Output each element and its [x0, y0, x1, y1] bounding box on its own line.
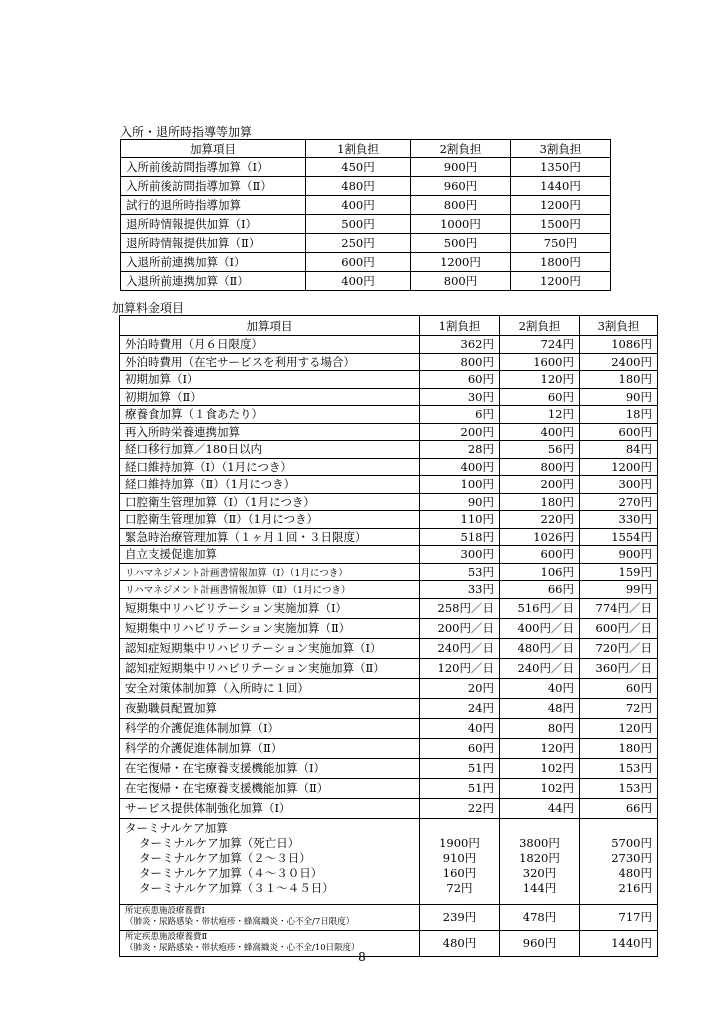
row-2wari: 120円 — [500, 738, 580, 758]
table-row — [121, 272, 611, 291]
section1-title: 入所・退所時指導等加算 — [120, 125, 253, 139]
table-row — [121, 158, 611, 177]
row-2wari: 800円 — [411, 272, 511, 291]
table-row — [120, 423, 658, 441]
row-item-name: 再入所時栄養連携加算 — [120, 423, 420, 441]
row-item-name: 試行的退所時指導加算 — [121, 196, 306, 215]
table-row — [120, 778, 658, 798]
row-3wari: 153円 — [580, 778, 658, 798]
table-row — [120, 798, 658, 818]
row-2wari: 44円 — [500, 798, 580, 818]
row-3wari: 600円／日 — [580, 618, 658, 638]
row-2wari: 48円 — [500, 698, 580, 718]
disease-care-note: （肺炎・尿路感染・帯状疱疹・蜂窩織炎・心不全/10日限度） — [125, 943, 360, 953]
row-item-name: 科学的介護促進体制加算（Ⅱ） — [120, 738, 420, 758]
row-item-name: 口腔衛生管理加算（Ⅰ）（1月につき） — [120, 493, 420, 511]
row-3wari: 72円 — [580, 698, 658, 718]
row-item-name: 経口維持加算（Ⅱ）（1月につき） — [120, 476, 420, 494]
additional-fees-table — [119, 315, 658, 957]
row-2wari: 180円 — [500, 493, 580, 511]
disease-care-name: 所定疾患施設療養費Ⅰ — [125, 906, 205, 916]
row-1wari: 110円 — [420, 511, 500, 529]
terminal-care-value: 2730円 — [611, 850, 652, 865]
row-3wari: 180円 — [580, 371, 658, 389]
table-row — [120, 678, 658, 698]
row-2wari: 600円 — [500, 546, 580, 564]
row-1wari: 60円 — [420, 371, 500, 389]
row-3wari: 1350円 — [511, 158, 611, 177]
row-3wari: 900円 — [580, 546, 658, 564]
row-item-name: 外泊時費用（月６日限度） — [120, 336, 420, 354]
row-3wari: 66円 — [580, 798, 658, 818]
row-item-name: 経口維持加算（Ⅰ）（1月につき） — [120, 458, 420, 476]
terminal-care-3wari — [580, 818, 658, 904]
row-1wari: 240円／日 — [420, 638, 500, 658]
row-2wari: 40円 — [500, 678, 580, 698]
row-3wari: 360円／日 — [580, 658, 658, 678]
row-1wari: 600円 — [306, 253, 411, 272]
row-item-name: 入退所前連携加算（Ⅰ） — [121, 253, 306, 272]
row-1wari: 60円 — [420, 738, 500, 758]
disease-care-note: （肺炎・尿路感染・帯状疱疹・蜂窩織炎・心不全/7日限度） — [125, 917, 355, 927]
terminal-care-heading: ターミナルケア加算 — [125, 820, 228, 835]
disease-care-3wari: 1440円 — [580, 930, 658, 956]
table-row — [120, 738, 658, 758]
row-1wari: 258円／日 — [420, 598, 500, 618]
row-2wari: 240円／日 — [500, 658, 580, 678]
row-item-name: 在宅復帰・在宅療養支援機能加算（Ⅰ） — [120, 758, 420, 778]
terminal-care-2wari — [500, 818, 580, 904]
row-3wari: 1440円 — [511, 177, 611, 196]
header-2wari: 2割負担 — [411, 140, 511, 158]
row-1wari: 120円／日 — [420, 658, 500, 678]
table-row — [120, 511, 658, 529]
page-number: 8 — [358, 950, 366, 964]
row-1wari: 800円 — [420, 353, 500, 371]
row-item-name: リハマネジメント計画書情報加算（Ⅰ）（1月につき） — [120, 563, 420, 581]
row-1wari: 24円 — [420, 698, 500, 718]
table-row — [120, 476, 658, 494]
row-2wari: 1026円 — [500, 528, 580, 546]
row-1wari: 362円 — [420, 336, 500, 354]
table-row — [120, 598, 658, 618]
row-item-name: 初期加算（Ⅱ） — [120, 388, 420, 406]
table-row — [120, 371, 658, 389]
row-3wari: 1554円 — [580, 528, 658, 546]
terminal-care-value: 910円 — [442, 850, 477, 865]
row-3wari: 18円 — [580, 406, 658, 424]
disease-care-2wari: 478円 — [500, 904, 580, 930]
row-1wari: 400円 — [306, 196, 411, 215]
disease-care-row — [120, 904, 658, 930]
table-header-row — [120, 316, 658, 336]
table-row — [120, 563, 658, 581]
row-1wari: 400円 — [420, 458, 500, 476]
row-2wari: 516円／日 — [500, 598, 580, 618]
terminal-care-value: 1820円 — [519, 850, 560, 865]
row-item-name: 入所前後訪問指導加算（Ⅰ） — [121, 158, 306, 177]
terminal-care-value: 320円 — [522, 865, 557, 880]
terminal-care-1wari — [420, 818, 500, 904]
row-item-name: 療養食加算（１食あたり） — [120, 406, 420, 424]
table-row — [120, 638, 658, 658]
row-2wari: 724円 — [500, 336, 580, 354]
table-row — [121, 196, 611, 215]
row-3wari: 120円 — [580, 718, 658, 738]
table-row — [120, 458, 658, 476]
row-item-name: 夜勤職員配置加算 — [120, 698, 420, 718]
row-1wari: 40円 — [420, 718, 500, 738]
row-3wari: 60円 — [580, 678, 658, 698]
header-2wari: 2割負担 — [500, 316, 580, 336]
row-3wari: 2400円 — [580, 353, 658, 371]
row-2wari: 102円 — [500, 758, 580, 778]
row-item-name: 安全対策体制加算（入所時に１回） — [120, 678, 420, 698]
table-header-row — [121, 140, 611, 158]
row-3wari: 84円 — [580, 441, 658, 459]
table-row — [120, 528, 658, 546]
row-1wari: 450円 — [306, 158, 411, 177]
terminal-care-item: ターミナルケア加算（３１～４５日） — [139, 880, 334, 895]
row-1wari: 28円 — [420, 441, 500, 459]
row-2wari: 12円 — [500, 406, 580, 424]
row-2wari: 960円 — [411, 177, 511, 196]
row-1wari: 6円 — [420, 406, 500, 424]
terminal-care-value: 144円 — [522, 880, 557, 895]
disease-care-1wari: 480円 — [420, 930, 500, 956]
row-1wari: 400円 — [306, 272, 411, 291]
table-row — [120, 698, 658, 718]
row-3wari: 1086円 — [580, 336, 658, 354]
row-3wari: 300円 — [580, 476, 658, 494]
table-row — [120, 758, 658, 778]
row-1wari: 200円 — [420, 423, 500, 441]
table-row — [121, 215, 611, 234]
header-item: 加算項目 — [121, 140, 306, 158]
row-2wari: 106円 — [500, 563, 580, 581]
row-item-name: 短期集中リハビリテーション実施加算（Ⅰ） — [120, 598, 420, 618]
disease-care-2wari: 960円 — [500, 930, 580, 956]
row-1wari: 250円 — [306, 234, 411, 253]
row-3wari: 180円 — [580, 738, 658, 758]
row-1wari: 20円 — [420, 678, 500, 698]
row-3wari: 1200円 — [511, 272, 611, 291]
row-2wari: 120円 — [500, 371, 580, 389]
disease-care-1wari: 239円 — [420, 904, 500, 930]
row-item-name: 短期集中リハビリテーション実施加算（Ⅱ） — [120, 618, 420, 638]
terminal-care-item: ターミナルケア加算（死亡日） — [139, 835, 300, 850]
row-3wari: 99円 — [580, 581, 658, 599]
row-3wari: 600円 — [580, 423, 658, 441]
row-1wari: 22円 — [420, 798, 500, 818]
row-item-name: リハマネジメント計画書情報加算（Ⅱ）（1月につき） — [120, 581, 420, 599]
row-1wari: 480円 — [306, 177, 411, 196]
row-1wari: 300円 — [420, 546, 500, 564]
terminal-care-item: ターミナルケア加算（４～３０日） — [139, 865, 323, 880]
row-3wari: 750円 — [511, 234, 611, 253]
header-3wari: 3割負担 — [580, 316, 658, 336]
row-1wari: 51円 — [420, 778, 500, 798]
table-row — [120, 406, 658, 424]
row-1wari: 500円 — [306, 215, 411, 234]
table-row — [120, 336, 658, 354]
row-3wari: 153円 — [580, 758, 658, 778]
table-row — [120, 618, 658, 638]
row-2wari: 60円 — [500, 388, 580, 406]
terminal-care-items — [120, 818, 420, 904]
header-item: 加算項目 — [120, 316, 420, 336]
row-item-name: 退所時情報提供加算（Ⅱ） — [121, 234, 306, 253]
table-row — [120, 546, 658, 564]
header-3wari: 3割負担 — [511, 140, 611, 158]
row-2wari: 56円 — [500, 441, 580, 459]
row-2wari: 900円 — [411, 158, 511, 177]
row-1wari: 90円 — [420, 493, 500, 511]
terminal-care-value: 5700円 — [611, 835, 652, 850]
header-1wari: 1割負担 — [306, 140, 411, 158]
table-row — [121, 177, 611, 196]
row-3wari: 1200円 — [511, 196, 611, 215]
row-item-name: 緊急時治療管理加算（１ヶ月１回・３日限度） — [120, 528, 420, 546]
terminal-care-value: 72円 — [446, 880, 473, 895]
row-item-name: 口腔衛生管理加算（Ⅱ）（1月につき） — [120, 511, 420, 529]
row-2wari: 200円 — [500, 476, 580, 494]
row-3wari: 1500円 — [511, 215, 611, 234]
row-item-name: 経口移行加算／180日以内 — [120, 441, 420, 459]
row-2wari: 66円 — [500, 581, 580, 599]
section2-title: 加算料金項目 — [112, 301, 185, 315]
table-row — [120, 388, 658, 406]
row-1wari: 30円 — [420, 388, 500, 406]
row-1wari: 33円 — [420, 581, 500, 599]
row-item-name: 認知症短期集中リハビリテーション実施加算（Ⅱ） — [120, 658, 420, 678]
terminal-care-value: 1900円 — [439, 835, 480, 850]
row-2wari: 800円 — [500, 458, 580, 476]
disease-care-3wari: 717円 — [580, 904, 658, 930]
row-2wari: 800円 — [411, 196, 511, 215]
row-2wari: 1000円 — [411, 215, 511, 234]
row-2wari: 400円／日 — [500, 618, 580, 638]
row-3wari: 1800円 — [511, 253, 611, 272]
row-1wari: 200円／日 — [420, 618, 500, 638]
table-row — [120, 658, 658, 678]
table-row — [121, 234, 611, 253]
row-3wari: 720円／日 — [580, 638, 658, 658]
terminal-care-row — [120, 818, 658, 904]
disease-care-label — [120, 904, 420, 930]
terminal-care-value: 3800円 — [519, 835, 560, 850]
terminal-care-value: 160円 — [442, 865, 477, 880]
terminal-care-value: 216円 — [618, 880, 652, 895]
row-item-name: 在宅復帰・在宅療養支援機能加算（Ⅱ） — [120, 778, 420, 798]
row-2wari: 1200円 — [411, 253, 511, 272]
row-2wari: 480円／日 — [500, 638, 580, 658]
terminal-care-value: 480円 — [618, 865, 652, 880]
row-3wari: 90円 — [580, 388, 658, 406]
entry-discharge-table — [120, 139, 611, 291]
row-3wari: 330円 — [580, 511, 658, 529]
row-1wari: 100円 — [420, 476, 500, 494]
table-row — [120, 581, 658, 599]
row-1wari: 51円 — [420, 758, 500, 778]
row-2wari: 102円 — [500, 778, 580, 798]
row-item-name: 初期加算（Ⅰ） — [120, 371, 420, 389]
table-row — [120, 493, 658, 511]
row-2wari: 1600円 — [500, 353, 580, 371]
row-2wari: 400円 — [500, 423, 580, 441]
row-item-name: 退所時情報提供加算（Ⅰ） — [121, 215, 306, 234]
row-item-name: 入所前後訪問指導加算（Ⅱ） — [121, 177, 306, 196]
table-row — [120, 353, 658, 371]
table-row — [120, 441, 658, 459]
row-item-name: サービス提供体制強化加算（Ⅰ） — [120, 798, 420, 818]
row-item-name: 外泊時費用（在宅サービスを利用する場合） — [120, 353, 420, 371]
header-1wari: 1割負担 — [420, 316, 500, 336]
table-row — [120, 718, 658, 738]
row-item-name: 自立支援促進加算 — [120, 546, 420, 564]
row-item-name: 科学的介護促進体制加算（Ⅰ） — [120, 718, 420, 738]
row-3wari: 159円 — [580, 563, 658, 581]
row-2wari: 500円 — [411, 234, 511, 253]
row-3wari: 1200円 — [580, 458, 658, 476]
row-item-name: 認知症短期集中リハビリテーション実施加算（Ⅰ） — [120, 638, 420, 658]
row-item-name: 入退所前連携加算（Ⅱ） — [121, 272, 306, 291]
terminal-care-item: ターミナルケア加算（２～３日） — [139, 850, 311, 865]
row-3wari: 774円／日 — [580, 598, 658, 618]
row-2wari: 80円 — [500, 718, 580, 738]
table-row — [121, 253, 611, 272]
row-2wari: 220円 — [500, 511, 580, 529]
disease-care-name: 所定疾患施設療養費Ⅱ — [125, 932, 208, 942]
row-3wari: 270円 — [580, 493, 658, 511]
row-1wari: 518円 — [420, 528, 500, 546]
row-1wari: 53円 — [420, 563, 500, 581]
